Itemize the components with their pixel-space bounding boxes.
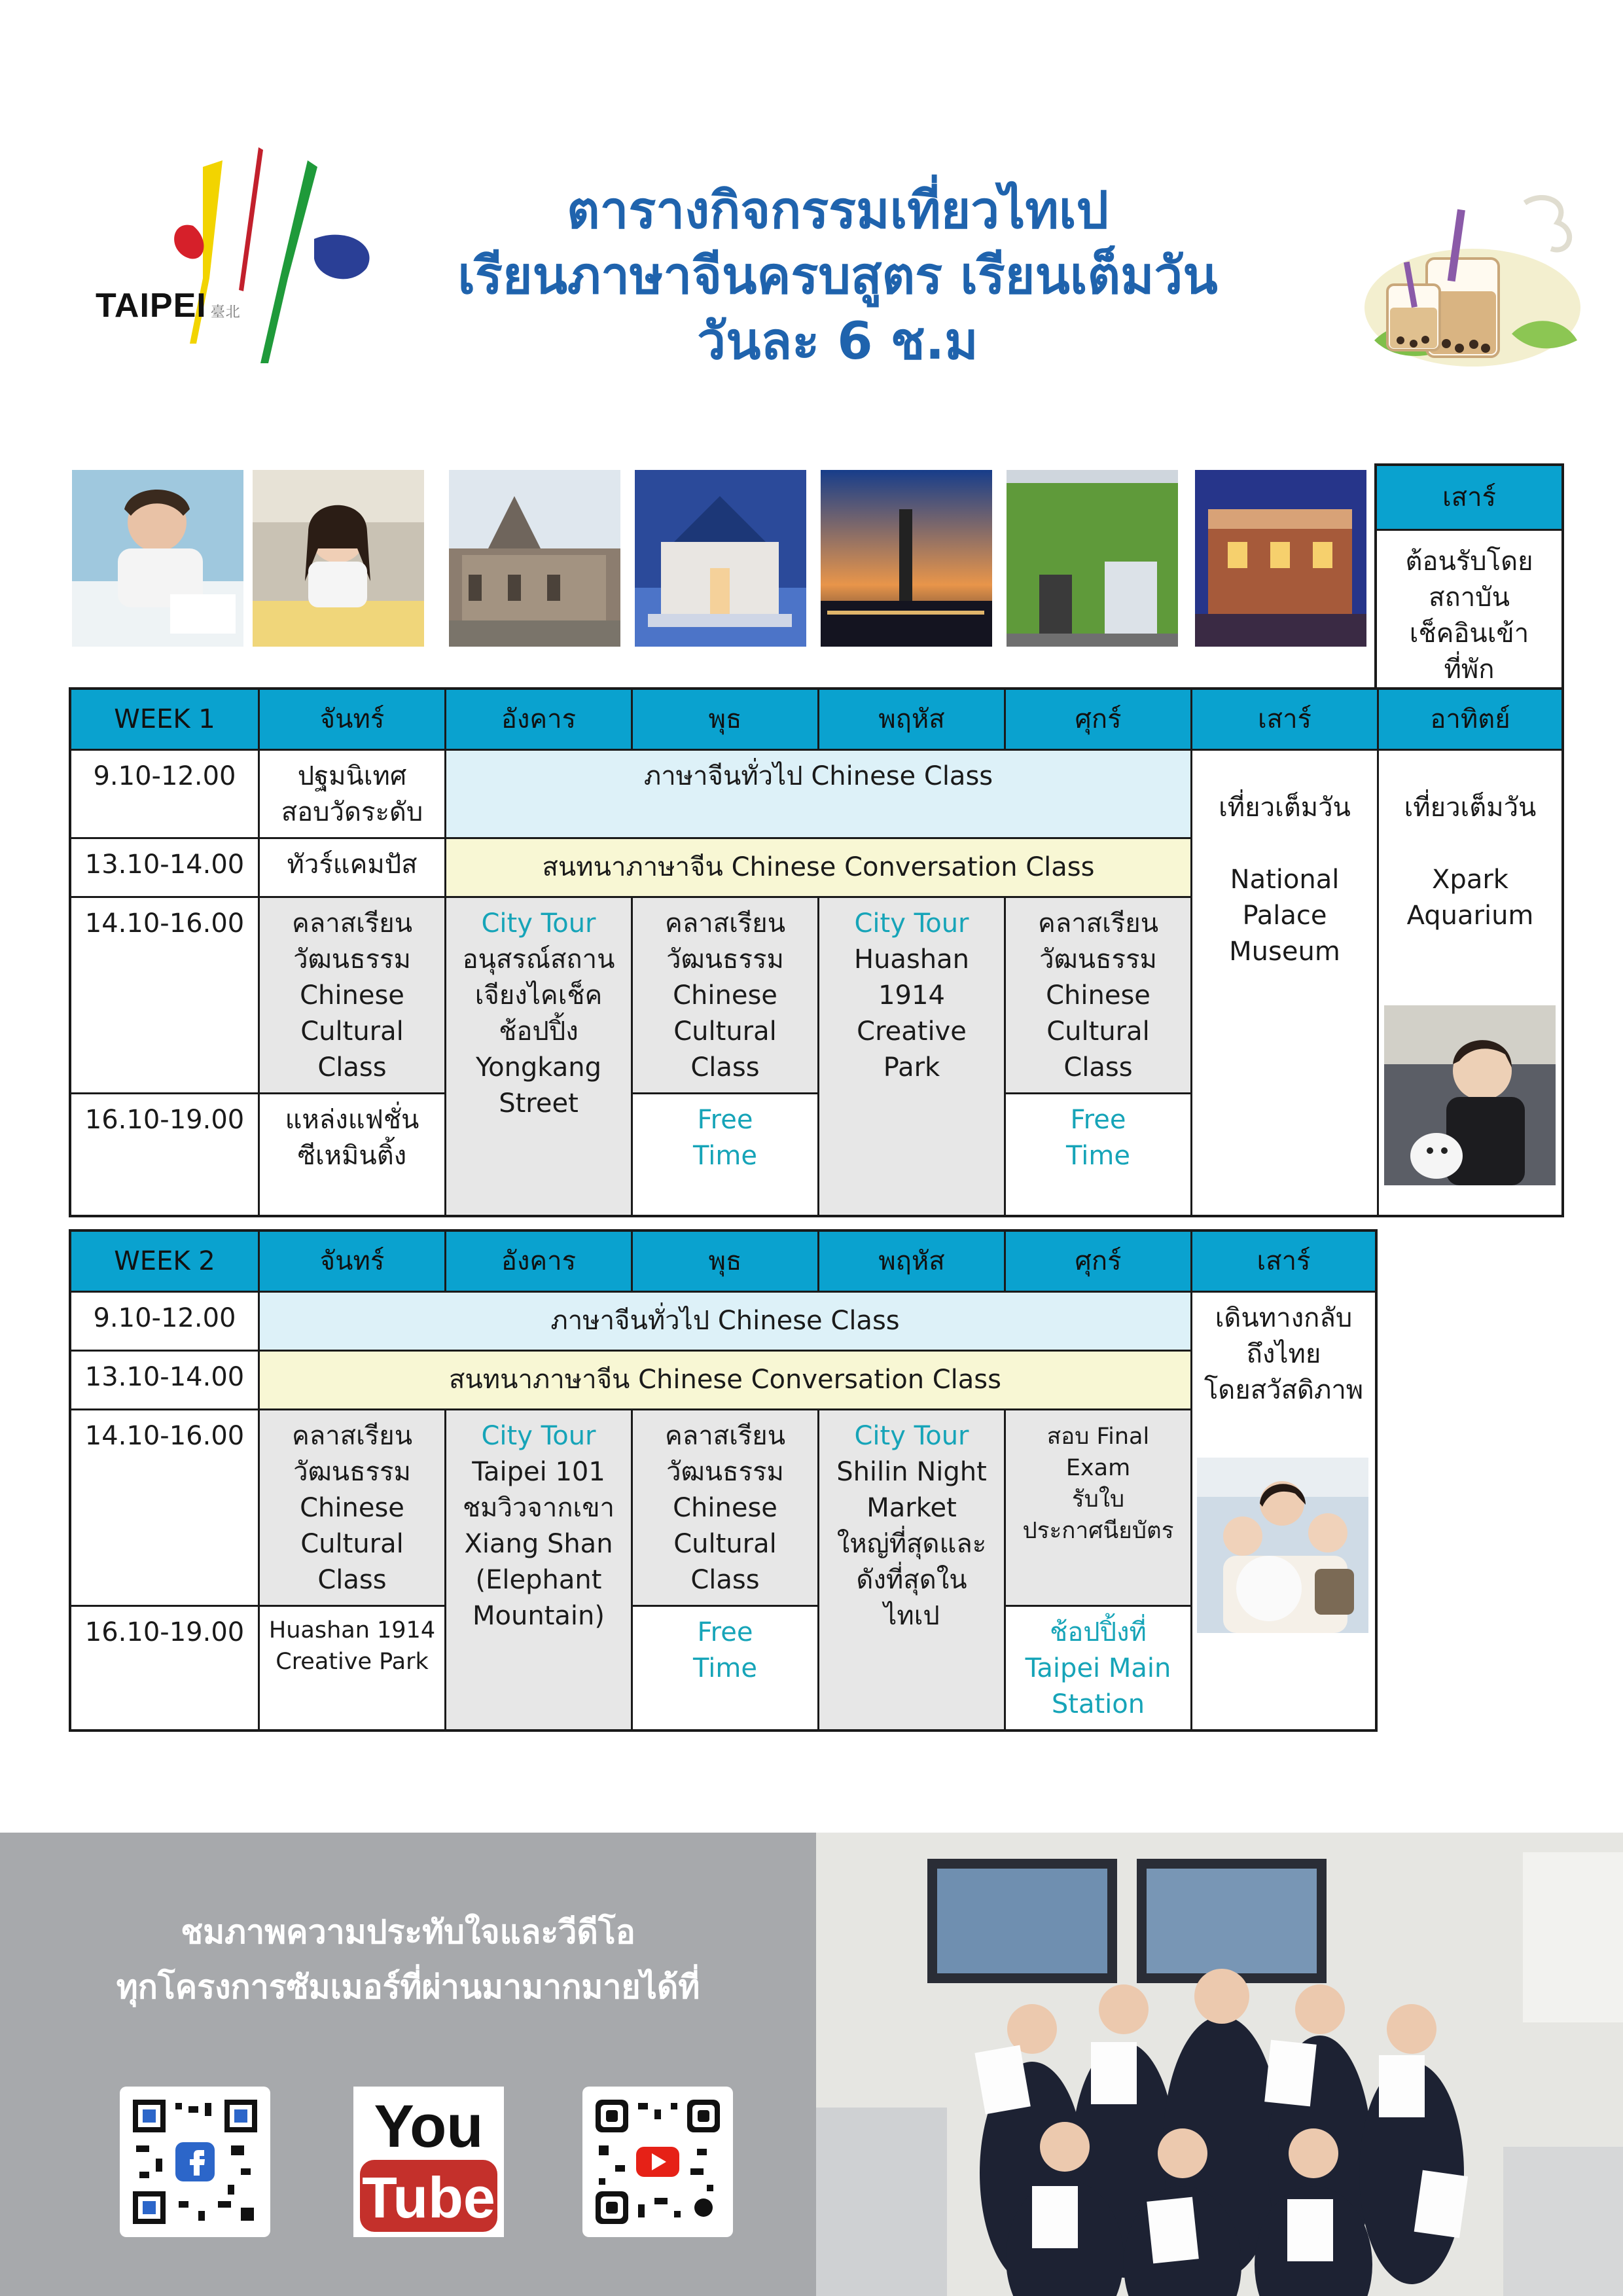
week1-monday-header: จันทร์ <box>258 690 444 749</box>
week2-wed-culture-class: คลาสเรียน วัฒนธรรม Chinese Cultural Class <box>631 1408 817 1605</box>
youtube-you-text: You <box>374 2093 484 2160</box>
footer-line-1: ชมภาพความประทับใจและวีดีโอ <box>181 1913 635 1951</box>
week1-time-morning: 9.10-12.00 <box>71 749 258 837</box>
arrival-day-header: เสาร์ <box>1377 466 1561 529</box>
week2-wed-free-time: Free Time <box>631 1605 817 1729</box>
week2-sat-return-home: เดินทางกลับ ถึงไทย โดยสวัสดิภาพ <box>1190 1291 1375 1729</box>
title-line-2: เรียนภาษาจีนครบสูตร เรียนเต็มวัน <box>457 247 1218 306</box>
photo-huashan-creative-park <box>1007 470 1178 647</box>
week1-mon-campus-tour: ทัวร์แคมปัส <box>258 837 444 896</box>
week1-saturday-header: เสาร์ <box>1190 690 1377 749</box>
week2-time-morning: 9.10-12.00 <box>71 1291 258 1350</box>
taipei-logo <box>92 147 380 363</box>
week2-fri-final-exam: สอบ Final Exam รับใบ ประกาศนียบัตร <box>1004 1408 1190 1605</box>
week1-sunday-header: อาทิตย์ <box>1377 690 1561 749</box>
week2-schedule-table <box>69 1229 1378 1732</box>
week1-sun-full-day-trip: เที่ยวเต็มวัน Xpark Aquarium <box>1377 749 1561 1215</box>
week2-time-evening: 16.10-19.00 <box>71 1605 258 1729</box>
photo-taipei-101-skyline <box>821 470 992 647</box>
title-line-3: วันละ 6 ช.ม <box>697 312 978 371</box>
week2-tuesday-header: อังคาร <box>444 1232 631 1291</box>
week2-time-afternoon: 14.10-16.00 <box>71 1408 258 1605</box>
arrival-box <box>1374 463 1564 690</box>
week1-schedule-table <box>69 687 1564 1217</box>
youtube-logo[interactable] <box>353 2087 504 2237</box>
week2-saturday-group-photo <box>1197 1458 1368 1633</box>
week1-time-afternoon: 14.10-16.00 <box>71 896 258 1092</box>
week2-mon-huashan: Huashan 1914 Creative Park <box>258 1605 444 1729</box>
photo-chiang-kai-shek-memorial <box>635 470 806 647</box>
week1-wednesday-header: พุธ <box>631 690 817 749</box>
facebook-qr-code[interactable] <box>120 2087 270 2237</box>
week2-mon-culture-class: คลาสเรียน วัฒนธรรม Chinese Cultural Class <box>258 1408 444 1605</box>
week2-label: WEEK 2 <box>71 1232 258 1291</box>
youtube-qr-code[interactable] <box>582 2087 733 2237</box>
footer-line-2: ทุกโครงการซัมเมอร์ที่ผ่านมามากมายได้ที่ <box>116 1968 700 2006</box>
photo-night-building <box>1195 470 1366 647</box>
week2-thursday-header: พฤหัส <box>817 1232 1004 1291</box>
week1-mon-ximending: แหล่งแฟชั่น ซีเหมินติ้ง <box>258 1092 444 1215</box>
week1-sat-full-day-trip: เที่ยวเต็มวัน National Palace Museum <box>1190 749 1377 1215</box>
title-line-1: ตารางกิจกรรมเที่ยวไทเป <box>567 181 1109 240</box>
week1-tue-city-tour: City Tour อนุสรณ์สถาน เจียงไคเช็ค ช้อปปิ้ง Yongkang Street <box>444 896 631 1215</box>
week1-chinese-class: ภาษาจีนทั่วไป Chinese Class <box>444 749 1190 837</box>
week2-wednesday-header: พุธ <box>631 1232 817 1291</box>
week1-sunday-student-photo <box>1384 1005 1556 1185</box>
week2-monday-header: จันทร์ <box>258 1232 444 1291</box>
week2-tue-city-tour: City Tour Taipei 101 ชมวิวจากเขา Xiang Shan (Elephant Mountain) <box>444 1408 631 1729</box>
week1-time-evening: 16.10-19.00 <box>71 1092 258 1215</box>
footer-message <box>0 1905 816 2015</box>
logo-chinese: 臺北 <box>210 304 241 320</box>
week1-friday-header: ศุกร์ <box>1004 690 1190 749</box>
photo-student-girl <box>253 470 424 647</box>
week2-thu-city-tour: City Tour Shilin Night Market ใหญ่ที่สุดและ ดังที่สุดใน ไทเป <box>817 1408 1004 1729</box>
footer-group-photo <box>816 1833 1623 2296</box>
week1-time-noon: 13.10-14.00 <box>71 837 258 896</box>
week2-conversation-class: สนทนาภาษาจีน Chinese Conversation Class <box>258 1350 1190 1408</box>
week1-thu-city-tour: City Tour Huashan 1914 Creative Park <box>817 896 1004 1215</box>
week2-saturday-header: เสาร์ <box>1190 1232 1375 1291</box>
week1-wed-culture-class: คลาสเรียน วัฒนธรรม Chinese Cultural Class <box>631 896 817 1092</box>
youtube-tube-text: Tube <box>362 2165 495 2230</box>
photo-student-writing <box>72 470 243 647</box>
week1-wed-free-time: Free Time <box>631 1092 817 1215</box>
arrival-note: ต้อนรับโดย สถาบัน เช็คอินเข้า ที่พัก <box>1377 529 1561 687</box>
page-title <box>366 178 1309 374</box>
week1-conversation-class: สนทนาภาษาจีน Chinese Conversation Class <box>444 837 1190 896</box>
week2-chinese-class: ภาษาจีนทั่วไป Chinese Class <box>258 1291 1190 1350</box>
taipei-logo-mark <box>92 147 380 363</box>
week2-time-noon: 13.10-14.00 <box>71 1350 258 1408</box>
photo-historic-building <box>449 470 620 647</box>
week2-fri-shopping: ช้อปปิ้งที่ Taipei Main Station <box>1004 1605 1190 1729</box>
logo-text: TAIPEI 臺北 <box>96 287 241 325</box>
week1-tuesday-header: อังคาร <box>444 690 631 749</box>
week1-fri-culture-class: คลาสเรียน วัฒนธรรม Chinese Cultural Class <box>1004 896 1190 1092</box>
week1-fri-free-time: Free Time <box>1004 1092 1190 1215</box>
week1-mon-culture-class: คลาสเรียน วัฒนธรรม Chinese Cultural Class <box>258 896 444 1092</box>
week1-label: WEEK 1 <box>71 690 258 749</box>
week1-thursday-header: พฤหัส <box>817 690 1004 749</box>
week2-friday-header: ศุกร์ <box>1004 1232 1190 1291</box>
bubble-tea-illustration <box>1361 177 1584 373</box>
week1-mon-orientation: ปฐมนิเทศ สอบวัดระดับ <box>258 749 444 837</box>
